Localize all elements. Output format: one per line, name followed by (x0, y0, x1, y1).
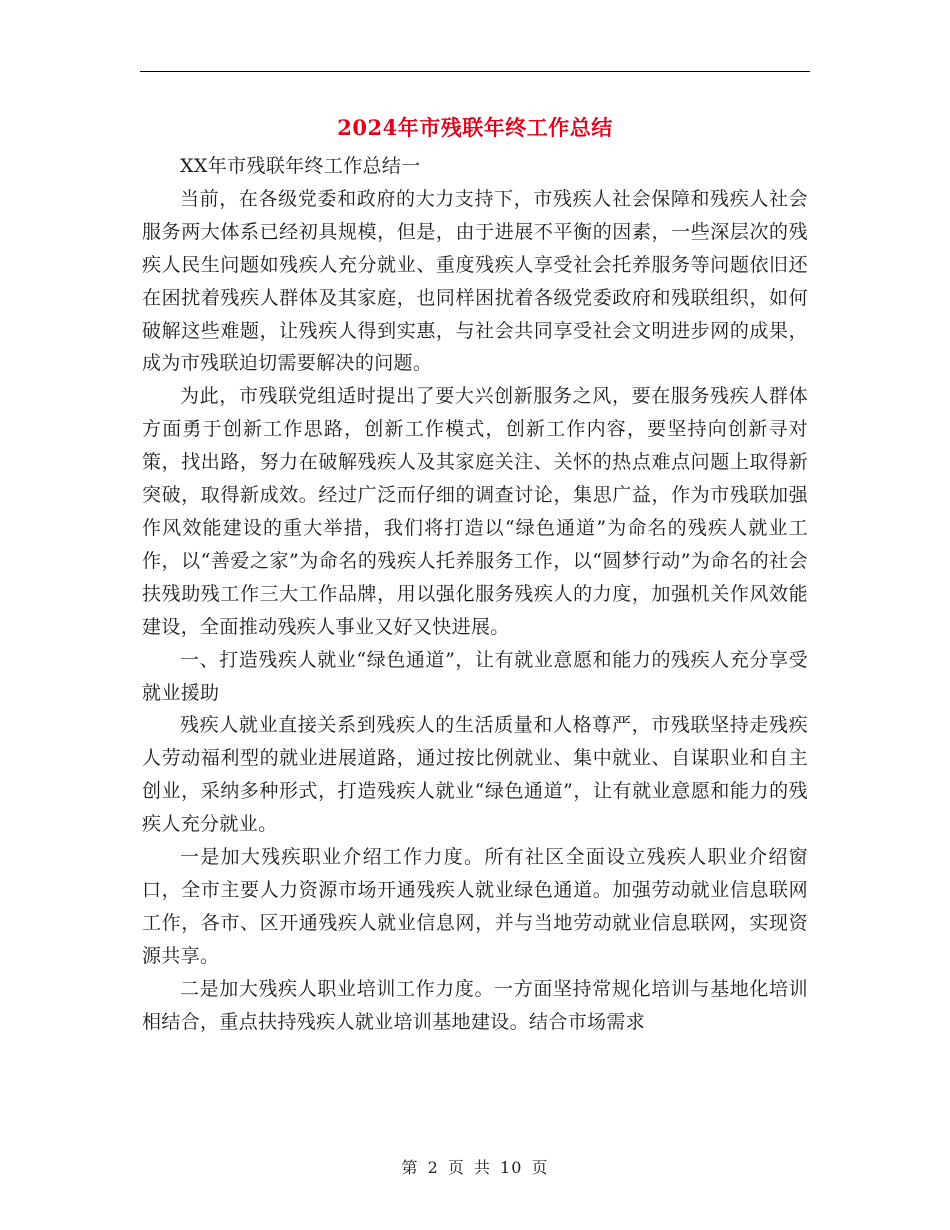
paragraph: 一是加大残疾职业介绍工作力度。所有社区全面设立残疾人职业介绍窗口，全市主要人力资源市场开通残疾人就业绿色通道。加强劳动就业信息联网工作，各市、区开通残疾人就业信息网，并与当地劳动就业信息联网，实现资源共享。 (142, 846, 808, 967)
document-body (142, 150, 808, 1038)
paragraph: 残疾人就业直接关系到残疾人的生活质量和人格尊严，市残联坚持走残疾人劳动福利型的就业进展道路，通过按比例就业、集中就业、自谋职业和自主创业，采纳多种形式，打造残疾人就业“绿色通道”，让有就业意愿和能力的残疾人充分就业。 (142, 714, 808, 836)
paragraph: 为此，市残联党组适时提出了要大兴创新服务之风，要在服务残疾人群体方面勇于创新工作思路，创新工作模式，创新工作内容，要坚持向创新寻对策，找出路，努力在破解残疾人及其家庭关注、关怀的热点难点问题上取得新突破，取得新成效。经过广泛而仔细的调查讨论，集思广益，作为市残联加强作风效能建设的重大举措，我们将打造以“绿色通道”为命名的残疾人就业工作，以“善爱之家”为命名的残疾人托养服务工作，以“圆梦行动”为命名的社会扶残助残工作三大工作品牌，用以强化服务残疾人的力度，加强机关作风效能建设，全面推动残疾人事业又好又快进展。 (142, 385, 808, 638)
paragraph: 二是加大残疾人职业培训工作力度。一方面坚持常规化培训与基地化培训相结合，重点扶持残疾人就业培训基地建设。结合市场需求 (142, 977, 808, 1033)
section-heading: 一、打造残疾人就业“绿色通道”，让有就业意愿和能力的残疾人充分享受就业援助 (142, 648, 808, 704)
document-title: 2024年市残联年终工作总结 (337, 115, 613, 140)
paragraph: 当前，在各级党委和政府的大力支持下，市残疾人社会保障和残疾人社会服务两大体系已经初具规模，但是，由于进展不平衡的因素，一些深层次的残疾人民生问题如残疾人充分就业、重度残疾人享受社会托养服务等问题依旧还在困扰着残疾人群体及其家庭，也同样困扰着各级党委政府和残联组织，如何破解这些难题，让残疾人得到实惠，与社会共同享受社会文明进步网的成果，成为市残联迫切需要解决的问题。 (142, 187, 808, 375)
page-number-footer: 第 2 页 共 10 页 (401, 1158, 549, 1177)
section-heading: XX年市残联年终工作总结一 (180, 155, 421, 177)
header-rule (140, 71, 810, 72)
